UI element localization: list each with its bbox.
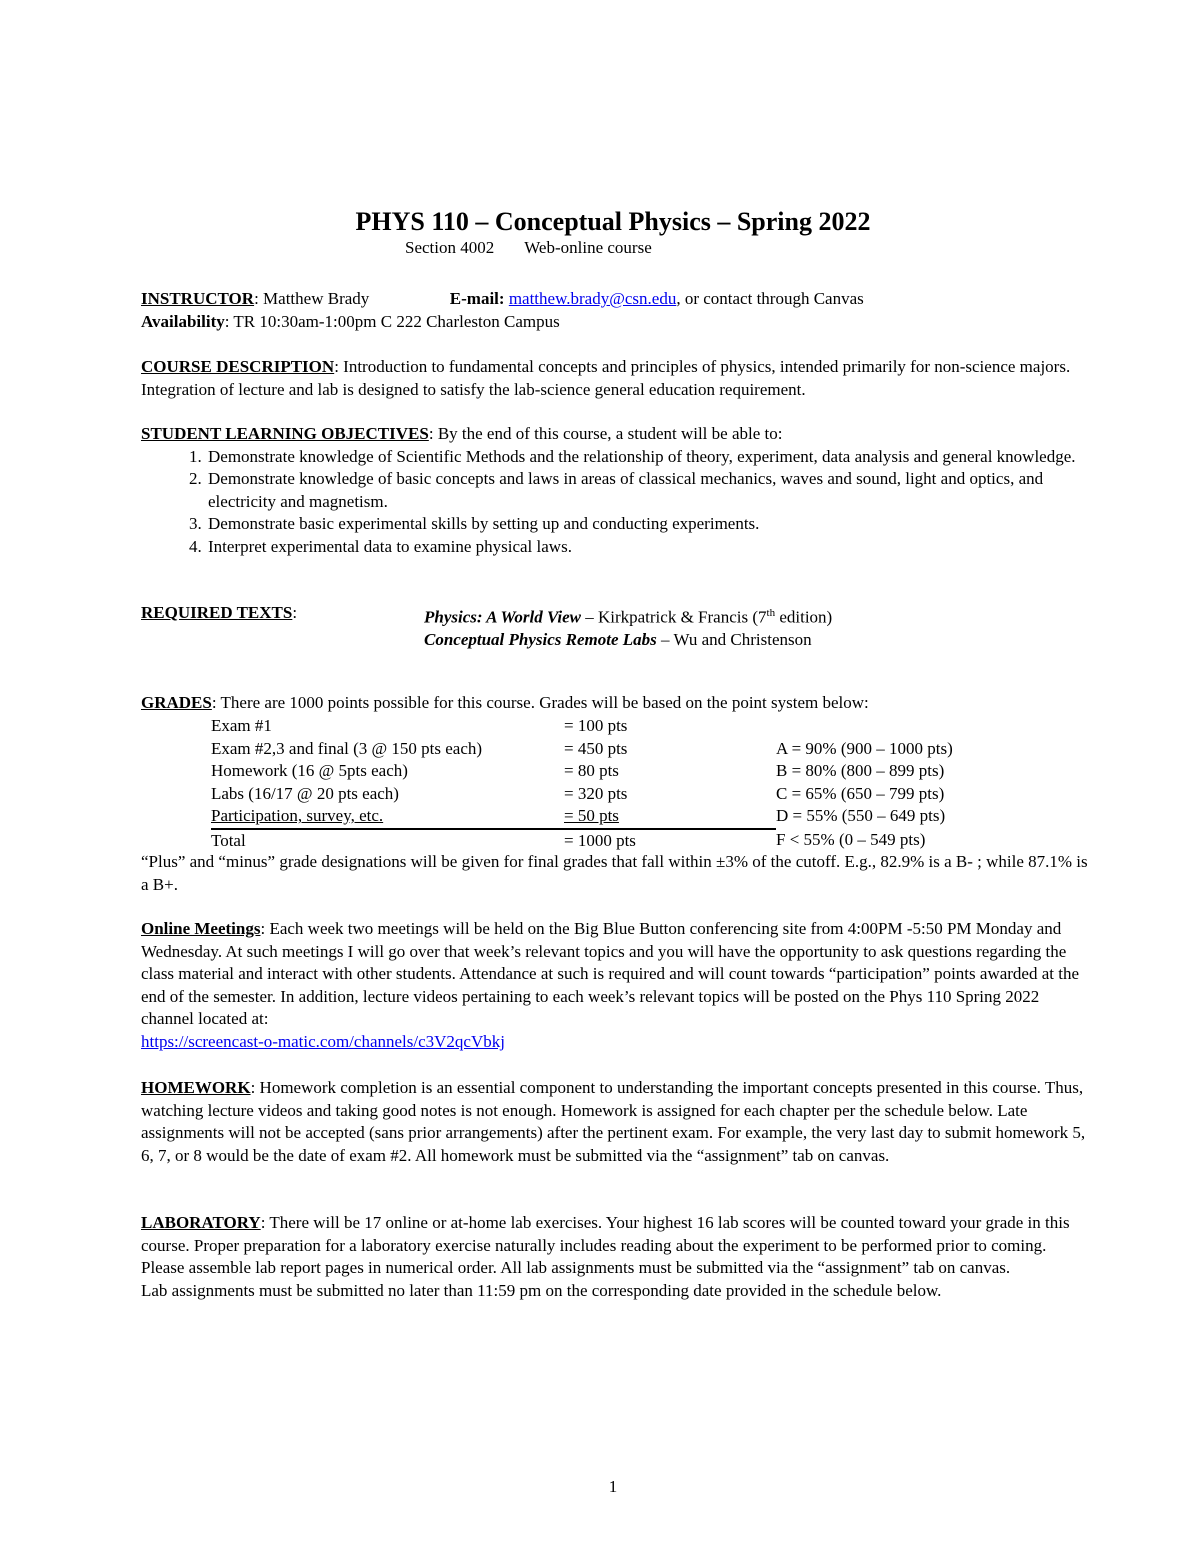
required-texts-label: REQUIRED TEXTS <box>141 603 293 622</box>
objective-item: 4. Interpret experimental data to examine physical laws. <box>206 536 1091 559</box>
course-mode: Web-online course <box>524 238 652 257</box>
email-label: E-mail <box>449 289 499 308</box>
instructor-section: INSTRUCTOR: Matthew Brady E-mail: matthew.brady@csn.edu, or contact through Canvas Availability: TR 10:30am-1:00pm C 222 Charleston Campus <box>141 289 864 331</box>
laboratory-section: LABORATORY: There will be 17 online or at-home lab exercises. Your highest 16 lab scores will be counted toward your grade in this course. Proper preparation for a laboratory exercise naturally includes reading about the experiment to be performed prior to coming. Please assemble lab report pages in numerical order. All lab assignments must be submitted via the “assignment” tab on canvas. Lab assignments must be submitted no later than 11:59 pm on the corresponding date provided in the schedule below. <box>141 1212 1091 1302</box>
laboratory-deadline: Lab assignments must be submitted no later than 11:59 pm on the corresponding date provided in the schedule below. <box>141 1280 942 1300</box>
online-meetings-section: Online Meetings: Each week two meetings will be held on the Big Blue Button conferencing site from 4:00PM -5:50 PM Monday and Wednesday. At such meetings I will go over that week’s relevant topics and you will have the opportunity to ask questions regarding the class material and interact with other students. Attendance at such is required and will count towards “participation” points awarded at the end of the semester. In addition, lecture videos pertaining to each week’s relevant topics will be posted on the Phys 110 Spring 2022 channel located at: https://screencast-o-matic.com/channels/c3V2qcVbkj <box>141 919 1080 1051</box>
grades-intro: There are 1000 points possible for this course. Grades will be based on the point system below: <box>220 693 869 712</box>
course-description-label: COURSE DESCRIPTION <box>141 357 335 376</box>
grades-label: GRADES <box>141 693 212 712</box>
objectives-list <box>141 446 1091 559</box>
objective-item: 2. Demonstrate knowledge of basic concepts and laws in areas of classical mechanics, waves and sound, light and optics, and electricity and magnetism. <box>206 468 1091 513</box>
channel-link[interactable]: https://screencast-o-matic.com/channels/c3V2qcVbkj <box>141 1031 505 1051</box>
page-number: 1 <box>608 1477 618 1496</box>
grades-row: Exam #2,3 and final (3 @ 150 pts each) = 450 pts A = 90% (900 – 1000 pts) <box>211 738 953 758</box>
grades-row: Exam #1 = 100 pts <box>211 716 628 735</box>
section-number: Section 4002 <box>405 238 495 257</box>
availability-label: Availability <box>141 311 225 331</box>
online-meetings-text: Each week two meetings will be held on the Big Blue Button conferencing site from 4:00PM -5:50 PM Monday and Wednesday. At such meetings I will go over that week’s relevant topics and you will have the opportunity to ask questions regarding the class material and interact with other students. Attendance at such is required and will count towards “participation” points awarded at the end of the semester. In addition, lecture videos pertaining to each week’s relevant topics will be posted on the Phys 110 Spring 2022 channel located at: <box>141 919 1080 1029</box>
instructor-label: INSTRUCTOR <box>141 289 255 308</box>
textbook-2: Conceptual Physics Remote Labs – Wu and Christenson <box>424 630 812 650</box>
objective-item: 1. Demonstrate knowledge of Scientific Methods and the relationship of theory, experiment, data analysis and general knowledge. <box>206 446 1091 469</box>
email-suffix: , or contact through Canvas <box>676 289 864 308</box>
instructor-name: Matthew Brady <box>263 289 370 308</box>
grades-note: “Plus” and “minus” grade designations will be given for final grades that fall within ±3% of the cutoff. E.g., 82.9% is a B- ; while 87.1% is a B+. <box>141 852 1088 894</box>
objectives-section: STUDENT LEARNING OBJECTIVES: By the end of this course, a student will be able to: 1. Demonstrate knowledge of Scientific Methods and the relationship of theory, experiment, data analysis and general knowledge. 2. Demonstrate knowledge of basic concepts and laws in areas of classical mechanics, waves and sound, light and optics, and electricity and magnetism. 3. Demonstrate basic experimental skills by setting up and conducting experiments. 4. Interpret experimental data to examine physical laws. <box>141 423 1091 559</box>
grades-table <box>211 715 953 853</box>
homework-label: HOMEWORK <box>141 1078 251 1097</box>
objectives-label: STUDENT LEARNING OBJECTIVES <box>141 424 429 443</box>
laboratory-label: LABORATORY <box>141 1213 261 1232</box>
grades-row: Homework (16 @ 5pts each) = 80 pts B = 80% (800 – 899 pts) <box>211 761 945 781</box>
course-description-text: Introduction to fundamental concepts and principles of physics, intended primarily for non-science majors. Integration of lecture and lab is designed to satisfy the lab-science general education requirement. <box>141 357 1071 399</box>
required-texts-list <box>424 602 832 652</box>
subtitle <box>405 237 652 260</box>
grades-note-wrap <box>141 851 1091 896</box>
page-title: PHYS 110 – Conceptual Physics – Spring 2022 <box>355 207 871 236</box>
grades-row: Participation, survey, etc. = 50 pts D = 55% (550 – 649 pts) <box>211 805 953 829</box>
grades-total-row: Total = 1000 pts F < 55% (0 – 549 pts) <box>211 829 926 850</box>
objective-item: 3. Demonstrate basic experimental skills by setting up and conducting experiments. <box>206 513 1091 536</box>
laboratory-text: There will be 17 online or at-home lab exercises. Your highest 16 lab scores will be counted toward your grade in this course. Proper preparation for a laboratory exercise naturally includes reading about the experiment to be performed prior to coming. Please assemble lab report pages in numerical order. All lab assignments must be submitted via the “assignment” tab on canvas. <box>141 1213 1070 1278</box>
homework-text: Homework completion is an essential component to understanding the important concepts presented in this course. Thus, watching lecture videos and taking good notes is not enough. Homework is assigned for each chapter per the schedule below. Late assignments will not be accepted (sans prior arrangements) after the pertinent exam. For example, the very last day to submit homework 5, 6, 7, or 8 would be the date of exam #2. All homework must be submitted via the “assignment” tab on canvas. <box>141 1078 1086 1165</box>
textbook-1: Physics: A World View – Kirkpatrick & Francis (7th edition) <box>424 607 833 627</box>
online-meetings-label: Online Meetings <box>141 919 261 938</box>
email-link[interactable]: matthew.brady@csn.edu <box>508 289 677 308</box>
objectives-intro: By the end of this course, a student will be able to: <box>437 424 783 443</box>
grades-section: GRADES: There are 1000 points possible for this course. Grades will be based on the point system below: <box>141 693 869 712</box>
homework-section: HOMEWORK: Homework completion is an essential component to understanding the important concepts presented in this course. Thus, watching lecture videos and taking good notes is not enough. Homework is assigned for each chapter per the schedule below. Late assignments will not be accepted (sans prior arrangements) after the pertinent exam. For example, the very last day to submit homework 5, 6, 7, or 8 would be the date of exam #2. All homework must be submitted via the “assignment” tab on canvas. <box>141 1078 1086 1165</box>
course-description-section: COURSE DESCRIPTION: Introduction to fundamental concepts and principles of physics, intended primarily for non-science majors. Integration of lecture and lab is designed to satisfy the lab-science general education requirement. <box>141 357 1071 399</box>
required-texts-label-wrap: REQUIRED TEXTS: <box>141 603 298 622</box>
availability-text: TR 10:30am-1:00pm C 222 Charleston Campus <box>233 311 560 331</box>
grades-row: Labs (16/17 @ 20 pts each) = 320 pts C = 65% (650 – 799 pts) <box>211 783 945 803</box>
